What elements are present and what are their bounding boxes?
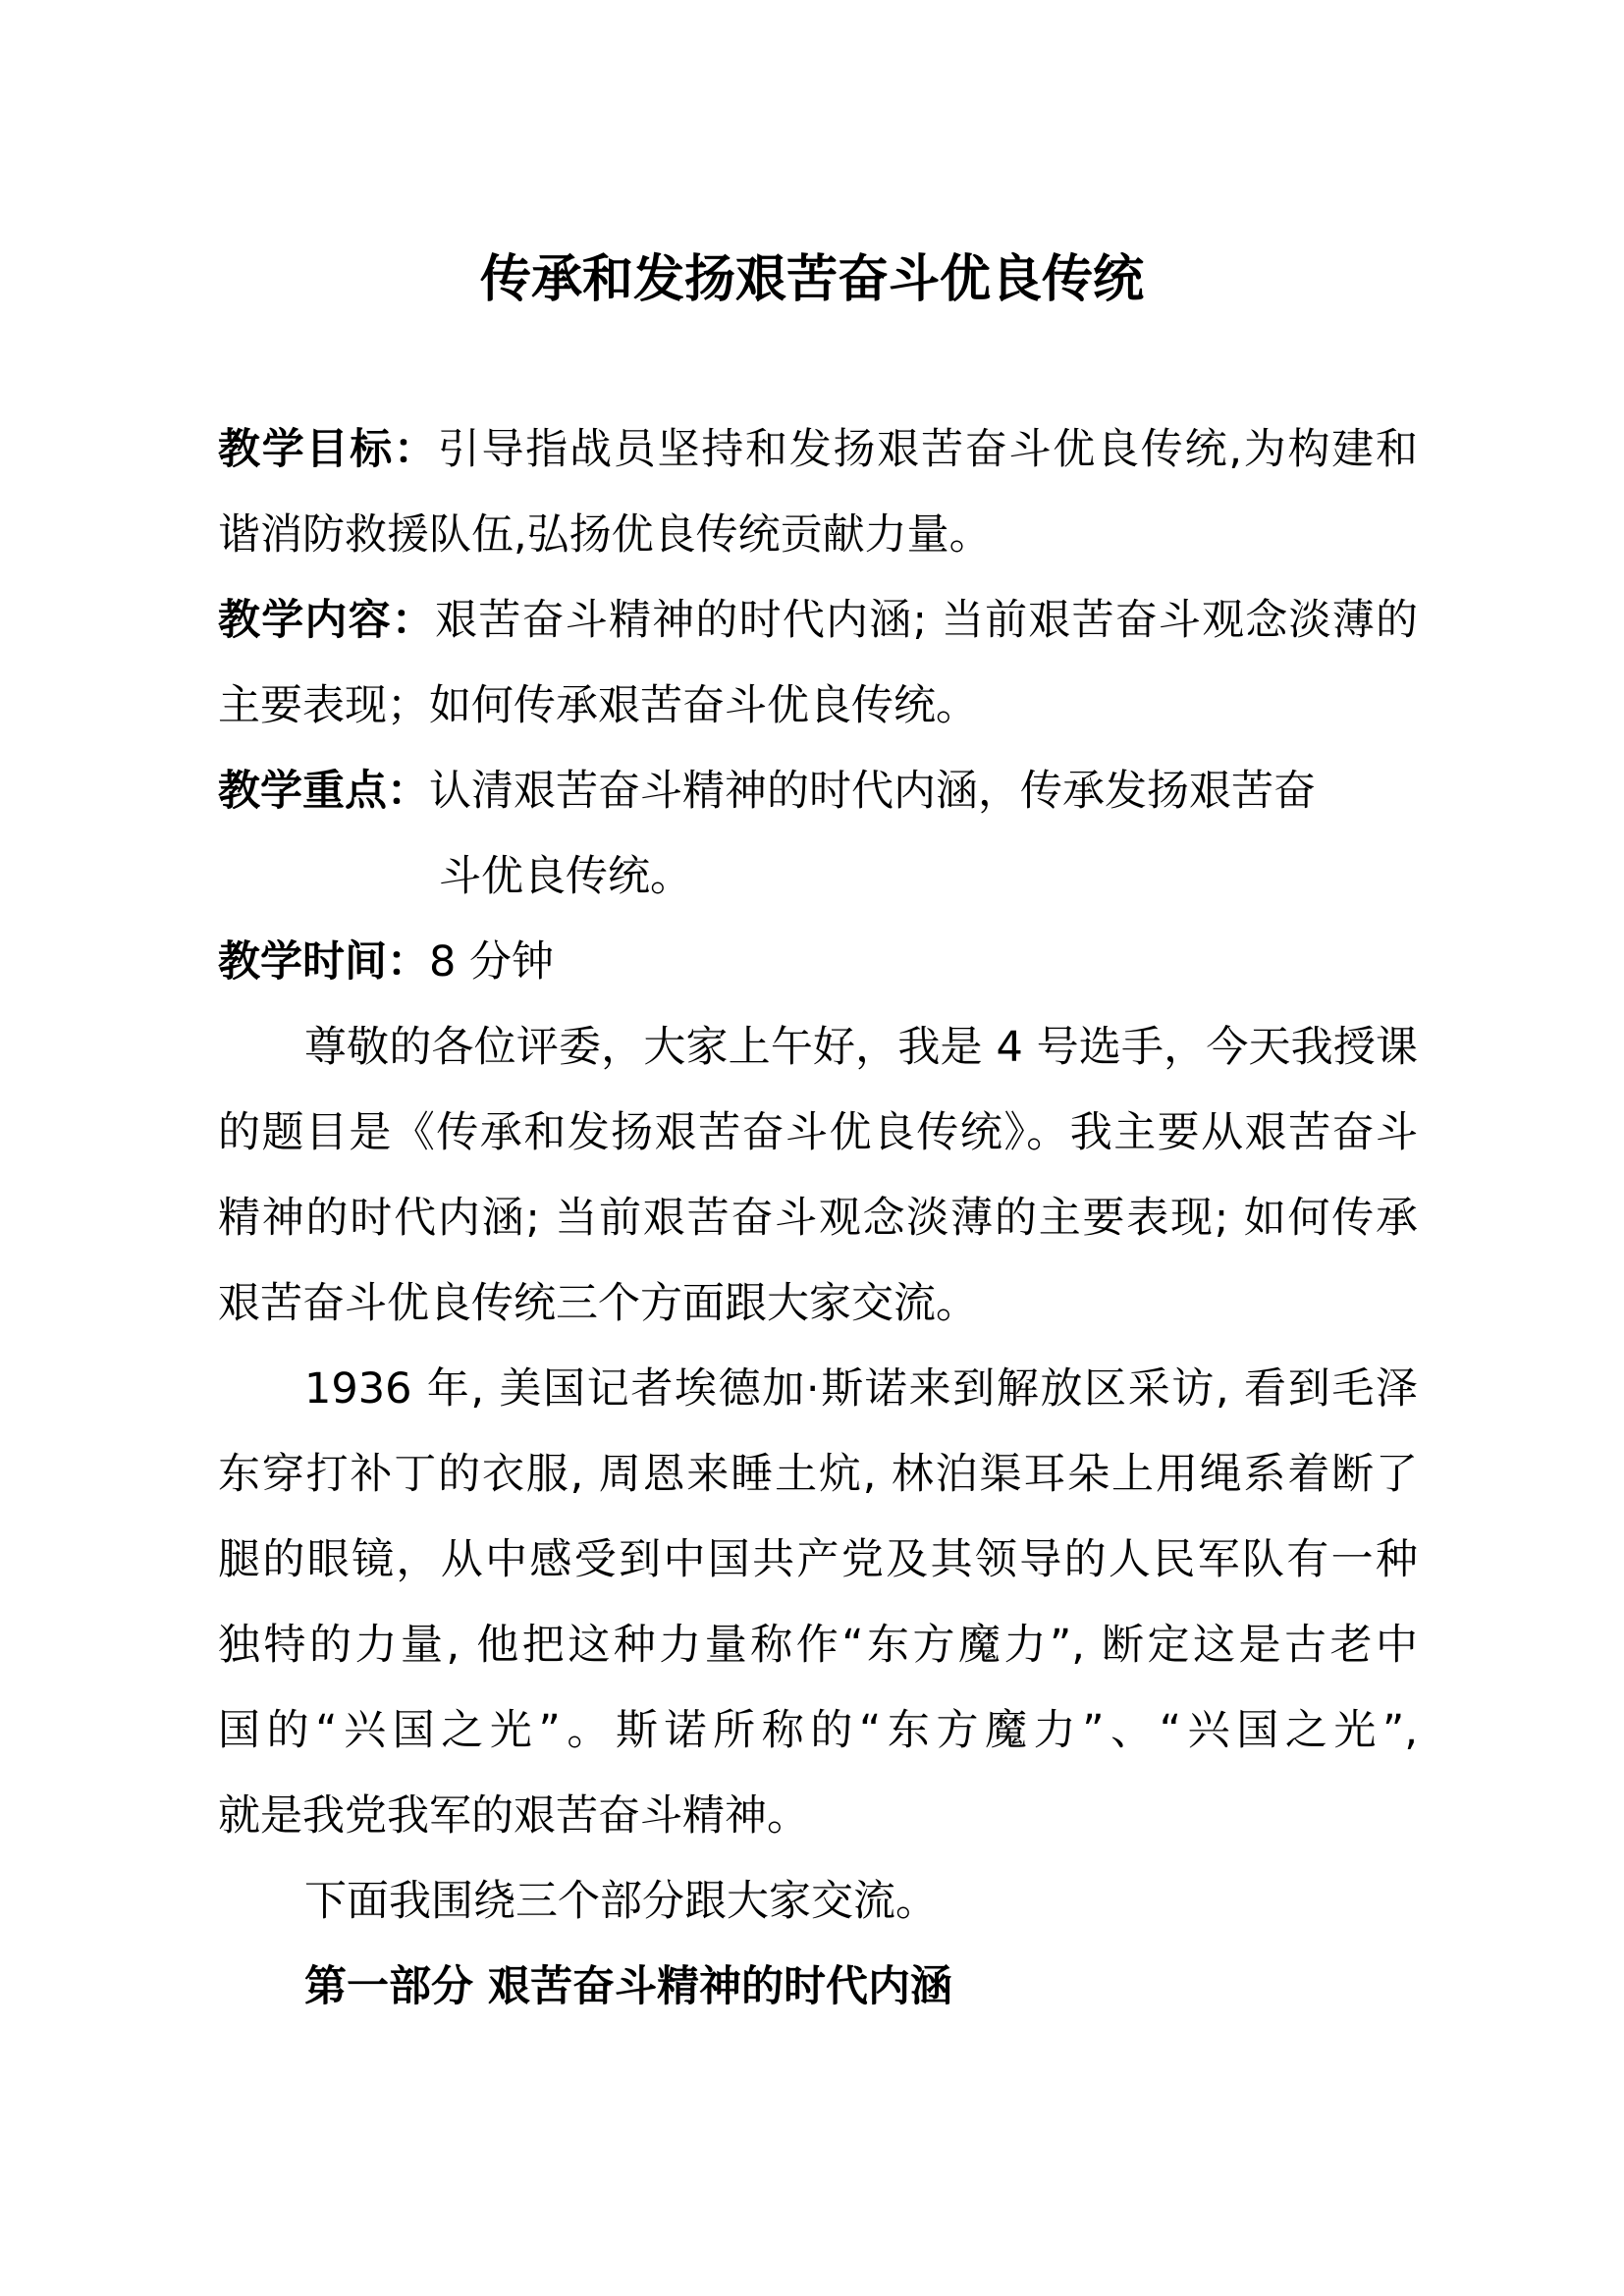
paragraph-line: 的题目是《传承和发扬艰苦奋斗优良传统》。我主要从艰苦奋斗 [218, 1108, 1418, 1157]
time-label: 教学时间： [218, 937, 429, 987]
objective-line: 谐消防救援队伍,弘扬优良传统贡献力量。 [218, 510, 992, 560]
document-body [218, 407, 1418, 2030]
content-line: 教学内容：艰苦奋斗精神的时代内涵; 当前艰苦奋斗观念淡薄的 [218, 596, 1419, 645]
paragraph-line: 下面我围绕三个部分跟大家交流。 [304, 1877, 938, 1926]
paragraph-line: 腿的眼镜，从中感受到中国共产党及其领导的人民军队有一种 [218, 1535, 1418, 1584]
page-title: 传承和发扬艰苦奋斗优良传统 [479, 250, 1144, 309]
objective-line: 教学目标：引导指战员坚持和发扬艰苦奋斗优良传统,为构建和 [218, 425, 1418, 474]
paragraph-line: 精神的时代内涵; 当前艰苦奋斗观念淡薄的主要表现; 如何传承 [218, 1194, 1418, 1243]
paragraph-line: 艰苦奋斗优良传统三个方面跟大家交流。 [218, 1279, 978, 1328]
content-label: 教学内容： [218, 596, 436, 645]
paragraph-line: 尊敬的各位评委，大家上午好，我是 4 号选手，今天我授课 [304, 1023, 1418, 1072]
time-line: 教学时间：8 分钟 [218, 937, 555, 987]
paragraph-line: 国的“兴国之光”。斯诺所称的“东方魔力”、“兴国之光”, [218, 1706, 1418, 1755]
section-heading: 第一部分 艰苦奋斗精神的时代内涵 [304, 1962, 952, 2011]
paragraph-line: 就是我党我军的艰苦奋斗精神。 [218, 1791, 809, 1841]
objective-label: 教学目标： [218, 425, 438, 474]
content-line: 主要表现；如何传承艰苦奋斗优良传统。 [218, 681, 978, 730]
paragraph-line: 1936 年, 美国记者埃德加·斯诺来到解放区采访, 看到毛泽 [304, 1364, 1418, 1414]
paragraph-line: 独特的力量, 他把这种力量称作“东方魔力”, 断定这是古老中 [218, 1621, 1418, 1670]
focus-line: 教学重点：认清艰苦奋斗精神的时代内涵，传承发扬艰苦奋 [218, 767, 1316, 816]
paragraph-line: 东穿打补丁的衣服, 周恩来睡土炕, 林泊渠耳朵上用绳系着断了 [218, 1450, 1418, 1499]
focus-line: 斗优良传统。 [439, 852, 692, 901]
focus-label: 教学重点： [218, 767, 429, 816]
